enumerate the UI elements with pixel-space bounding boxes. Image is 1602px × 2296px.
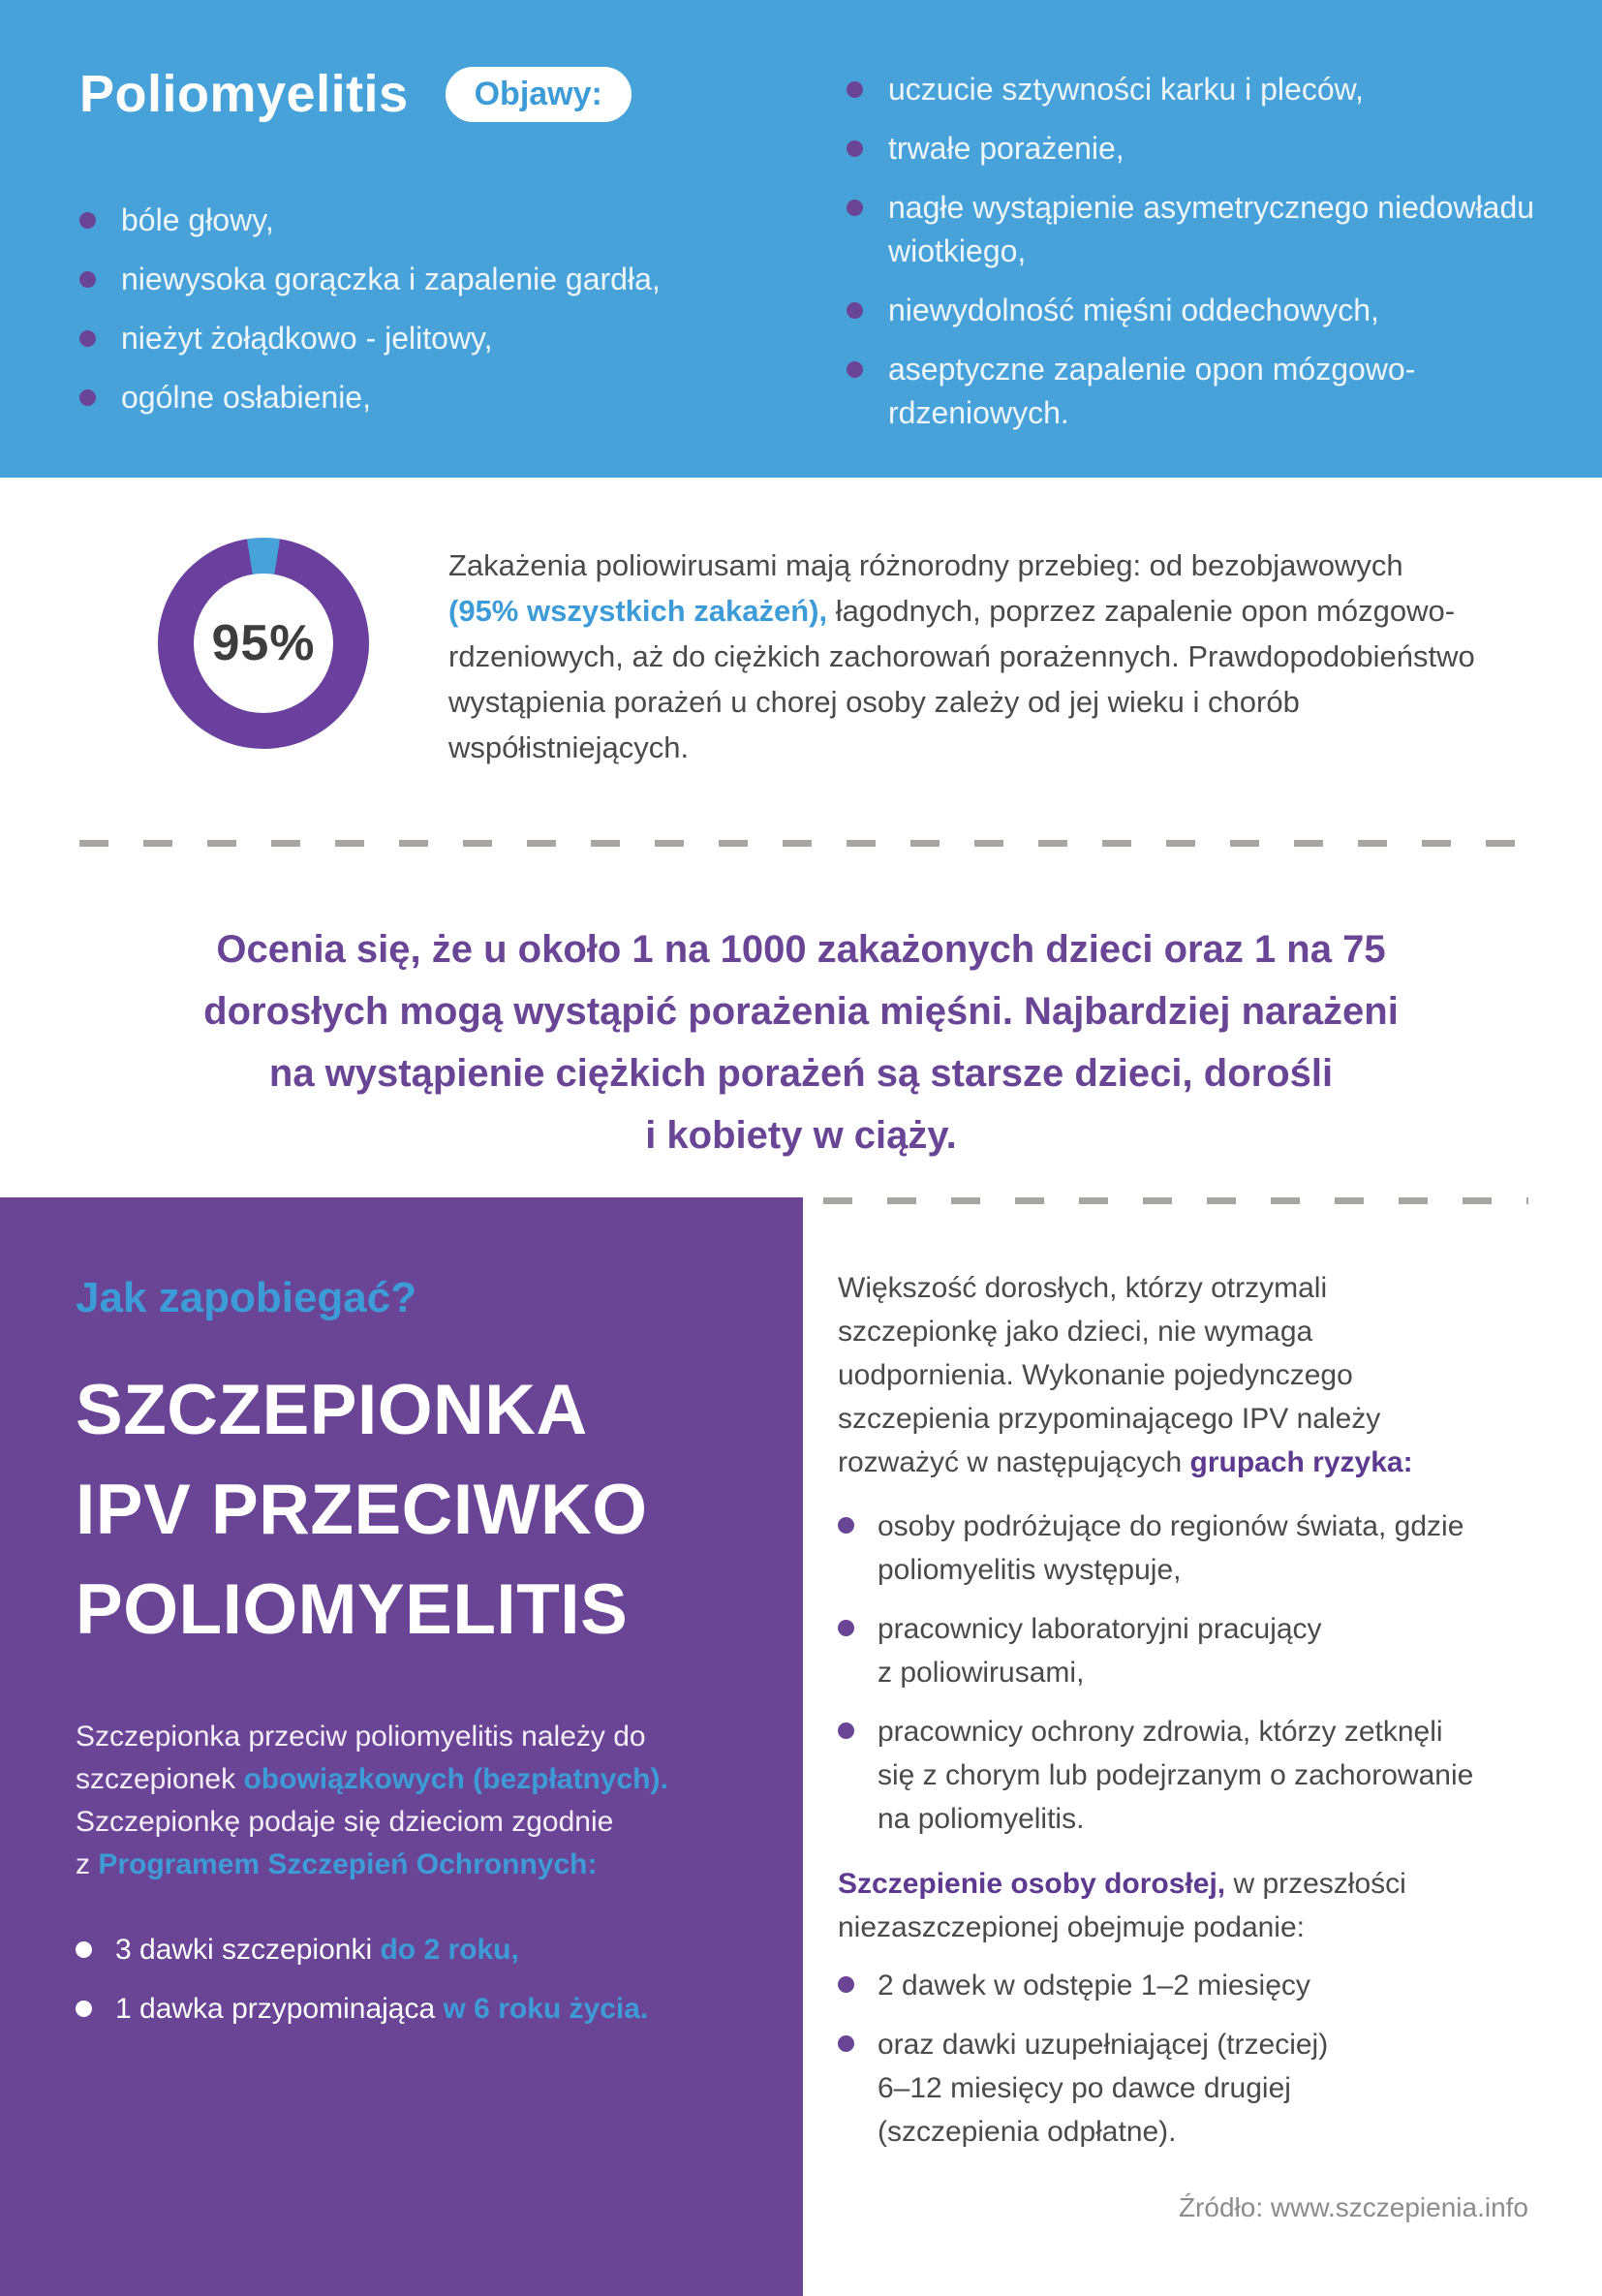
bullet-icon [847, 361, 863, 378]
text-run: nagłe wystąpienie asymetrycznego niedowładu [888, 190, 1535, 225]
vaccine-heading [76, 1360, 725, 1660]
text-line: IPV PRZECIWKO [76, 1471, 648, 1549]
list-item [847, 127, 1549, 171]
text-run: Większość dorosłych, którzy otrzymali [838, 1272, 1328, 1304]
text-run: oraz dawki uzupełniającej (trzeciej) [878, 2029, 1329, 2061]
list-item-text [121, 376, 371, 419]
list-item-text [888, 348, 1415, 435]
adult-dose-list [838, 1964, 1528, 2154]
text-run: obowiązkowych (bezpłatnych). [243, 1763, 668, 1795]
text-line: i kobiety w ciąży. [645, 1114, 957, 1157]
text-run: niewysoka gorączka i zapalenie gardła, [121, 262, 661, 296]
bullet-icon [847, 200, 863, 216]
list-item [838, 1710, 1528, 1841]
list-item [76, 1929, 725, 1971]
bullet-icon [838, 1976, 854, 1993]
text-run: współistniejących. [448, 730, 690, 764]
text-run: wiotkiego, [888, 233, 1027, 268]
bullet-icon [847, 302, 863, 319]
list-item-text [121, 199, 274, 242]
symptom-list-left [79, 199, 791, 419]
text-run: się z chorym lub podejrzanym o zachorowanie [878, 1759, 1474, 1791]
prevention-panel [0, 1197, 803, 2296]
bullet-icon [79, 212, 96, 229]
highlight-statement [0, 918, 1602, 1166]
risk-group-list [838, 1505, 1528, 1841]
text-run: nieżyt żołądkowo - jelitowy, [121, 321, 493, 356]
text-line: Ocenia się, że u około 1 na 1000 zakażonych dzieci oraz 1 na 75 [216, 928, 1386, 971]
text-run: łagodnych, poprzez zapalenie opon mózgowo- [827, 594, 1456, 628]
adults-intro-paragraph [838, 1266, 1458, 1484]
list-item-text [888, 68, 1364, 111]
list-item [79, 199, 791, 242]
list-item [79, 258, 791, 301]
symptoms-badge [446, 67, 632, 122]
text-run: Szczepionkę podaje się dzieciom zgodnie [76, 1806, 614, 1838]
list-item-text [878, 1710, 1473, 1841]
list-item [76, 1988, 725, 2031]
text-line: POLIOMYELITIS [76, 1570, 629, 1649]
list-item [79, 376, 791, 419]
child-dose-list [76, 1929, 725, 2031]
list-item-text [888, 127, 1124, 171]
list-item-text [121, 258, 661, 301]
text-run: grupach ryzyka: [1189, 1446, 1413, 1478]
text-run: bóle głowy, [121, 202, 274, 237]
list-item [847, 68, 1549, 111]
text-run: aseptyczne zapalenie opon mózgowo- [888, 352, 1416, 387]
infection-stats-section [0, 478, 1602, 800]
text-run: szczepienia przypominającego IPV należy [838, 1403, 1381, 1435]
text-run: ogólne osłabienie, [121, 380, 371, 415]
bottom-section [0, 1197, 1602, 2296]
source-credit: Źródło: www.szczepienia.info [1178, 2192, 1528, 2222]
text-run: 1 dawka przypominająca [115, 1993, 444, 2025]
text-run: szczepionek [76, 1763, 244, 1795]
title-row [79, 60, 791, 128]
text-run: wystąpienia porażeń u chorej osoby zależy od jej wieku i chorób [448, 685, 1300, 719]
text-run: w przeszłości [1225, 1868, 1406, 1900]
text-run: rdzeniowych. [888, 395, 1069, 430]
text-run: do 2 roku, [380, 1934, 519, 1966]
list-item-text [115, 1929, 519, 1971]
text-run: osoby podróżujące do regionów świata, gdzie [878, 1510, 1464, 1542]
text-run: z poliowirusami, [878, 1657, 1085, 1689]
dashed-divider [79, 840, 1524, 847]
list-item [847, 348, 1549, 435]
list-item-text [115, 1988, 648, 2031]
text-run: rdzeniowych, aż do ciężkich zachorowań porażennych. Prawdopodobieństwo [448, 639, 1475, 673]
text-run: Programem Szczepień Ochronnych: [98, 1848, 598, 1880]
text-run: 2 dawek w odstępie 1–2 miesięcy [878, 1970, 1310, 2001]
list-item-text [888, 289, 1379, 332]
list-item-text [878, 1964, 1310, 2007]
list-item [847, 289, 1549, 332]
list-item-text [121, 317, 493, 360]
list-item-text [878, 2023, 1328, 2154]
text-run: niezaszczepionej obejmuje podanie: [838, 1911, 1305, 1943]
symptom-list-right [847, 68, 1549, 435]
bullet-icon [847, 81, 863, 98]
bullet-icon [838, 1620, 854, 1636]
text-run: Szczepienie osoby dorosłej, [838, 1868, 1226, 1900]
text-run: uczucie sztywności karku i pleców, [888, 72, 1364, 107]
text-run: z [76, 1848, 99, 1880]
donut-hole [194, 574, 333, 713]
list-item [847, 186, 1549, 273]
stats-paragraph [448, 543, 1475, 770]
hero-left-column [0, 0, 801, 478]
prevention-paragraph [76, 1716, 725, 1886]
text-run: pracownicy ochrony zdrowia, którzy zetknęli [878, 1716, 1443, 1748]
list-item-text [878, 1505, 1463, 1592]
text-line: SZCZEPIONKA [76, 1371, 588, 1449]
text-run: 3 dawki szczepionki [115, 1934, 381, 1966]
hero-right-column [801, 0, 1602, 478]
text-line: na wystąpienie ciężkich porażeń są starsze dzieci, dorośli [268, 1052, 1334, 1095]
text-run: szczepionkę jako dzieci, nie wymaga [838, 1316, 1313, 1348]
list-item [838, 1607, 1528, 1694]
bullet-icon [79, 330, 96, 347]
page-title: Poliomyelitis [79, 65, 409, 123]
bullet-icon [76, 1941, 92, 1958]
list-item [79, 317, 791, 360]
text-run: pracownicy laboratoryjni pracujący [878, 1613, 1322, 1645]
text-run: (szczepienia odpłatne). [878, 2116, 1177, 2148]
bullet-icon [847, 140, 863, 157]
list-item [838, 1505, 1528, 1592]
bullet-icon [79, 271, 96, 288]
text-run: Zakażenia poliowirusami mają różnorodny przebieg: od bezobjawowych [448, 548, 1403, 582]
list-item-text [878, 1607, 1322, 1694]
donut-percentage-label: 95% [211, 615, 316, 671]
bullet-icon [79, 389, 96, 406]
text-line: dorosłych mogą wystąpić porażenia mięśni. Najbardziej narażeni [203, 990, 1399, 1033]
list-item-text [888, 186, 1534, 273]
bullet-icon [76, 2001, 92, 2017]
text-run: na poliomyelitis. [878, 1803, 1085, 1835]
text-run: poliomyelitis występuje, [878, 1554, 1182, 1586]
text-run: trwałe porażenie, [888, 131, 1124, 166]
donut-chart [158, 538, 369, 749]
prevention-kicker: Jak zapobiegać? [76, 1274, 417, 1321]
adults-column [803, 1197, 1602, 2296]
bullet-icon [838, 1517, 854, 1534]
symptoms-badge-label: Objawy: [474, 75, 602, 112]
bullet-icon [838, 2035, 854, 2052]
text-run: rozważyć w następujących [838, 1446, 1190, 1478]
list-item [838, 1964, 1528, 2007]
text-run: Szczepionka przeciw poliomyelitis należy do [76, 1721, 646, 1753]
text-run: uodpornienia. Wykonanie pojedynczego [838, 1359, 1353, 1391]
list-item [838, 2023, 1528, 2154]
bullet-icon [838, 1722, 854, 1739]
adult-schedule-paragraph [838, 1862, 1477, 1949]
text-run: (95% wszystkich zakażeń), [448, 594, 828, 628]
text-run: niewydolność mięśni oddechowych, [888, 293, 1379, 327]
dashed-divider-right [823, 1197, 1528, 1204]
text-run: w 6 roku życia. [443, 1993, 649, 2025]
text-run: 6–12 miesięcy po dawce drugiej [878, 2072, 1291, 2104]
symptoms-hero-section [0, 0, 1602, 478]
